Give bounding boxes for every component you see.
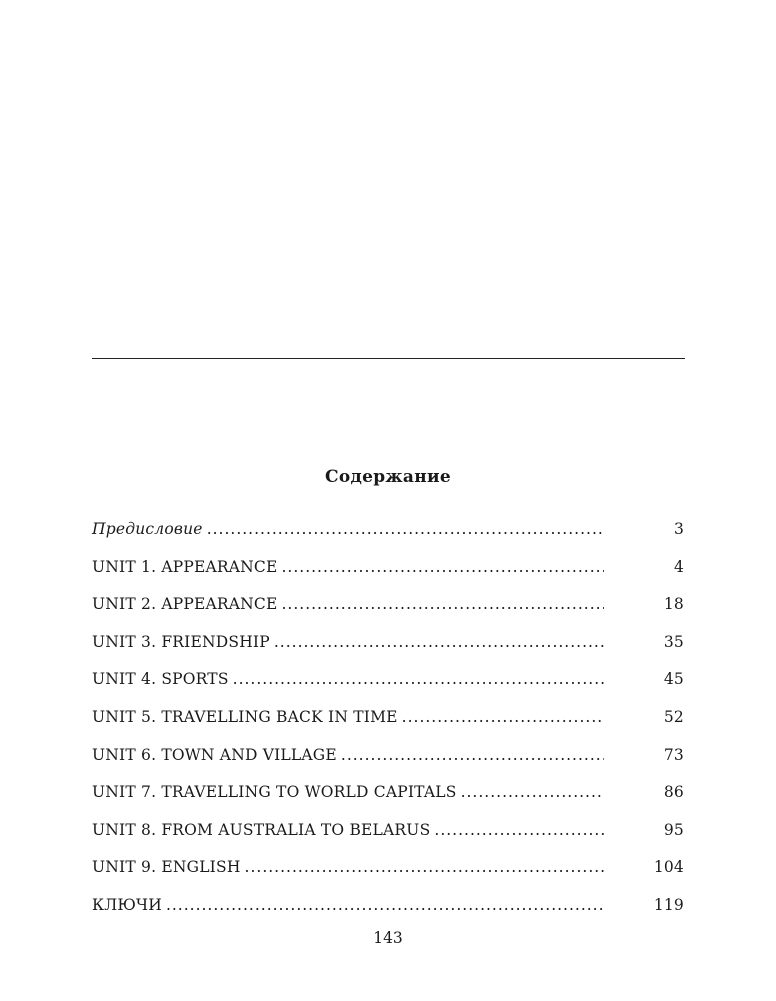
- toc-entry-label: UNIT 4. SPORTS: [92, 670, 229, 689]
- toc-entry-label: UNIT 7. TRAVELLING TO WORLD CAPITALS: [92, 783, 457, 802]
- toc-leader-dots: [461, 783, 604, 801]
- toc-entry-page: 18: [663, 595, 684, 614]
- toc-entry-label: Предисловие: [92, 520, 203, 538]
- toc-entry-label: UNIT 3. FRIENDSHIP: [92, 632, 270, 651]
- toc-leader-dots: [245, 858, 604, 876]
- toc-leader-dots: [282, 595, 605, 613]
- toc-entry[interactable]: [92, 633, 684, 671]
- toc-entry-page: 52: [663, 707, 684, 726]
- toc-entry-page: 104: [653, 858, 684, 877]
- toc-entry-label: UNIT 9. ENGLISH: [92, 858, 241, 877]
- toc-entry-page: 35: [663, 632, 684, 651]
- toc-entry-label: КЛЮЧИ: [92, 895, 162, 914]
- toc-leader-dots: [402, 708, 604, 726]
- toc-leader-dots: [233, 670, 604, 688]
- toc-entry-page: 3: [673, 520, 684, 538]
- toc-entry[interactable]: [92, 708, 684, 746]
- toc-entry[interactable]: [92, 821, 684, 859]
- toc-leader-dots: [166, 896, 604, 914]
- toc-entry-page: 86: [663, 783, 684, 802]
- toc-entry[interactable]: [92, 520, 684, 558]
- page-number: 143: [373, 929, 403, 947]
- toc-entry[interactable]: [92, 746, 684, 784]
- toc-entry[interactable]: [92, 595, 684, 633]
- toc-entry-label: UNIT 1. APPEARANCE: [92, 557, 278, 576]
- toc-entry-label: UNIT 6. TOWN AND VILLAGE: [92, 745, 337, 764]
- toc-entry-page: 45: [663, 670, 684, 689]
- toc-entry[interactable]: [92, 670, 684, 708]
- toc-entry-label: UNIT 2. APPEARANCE: [92, 595, 278, 614]
- toc-leader-dots: [207, 520, 604, 538]
- toc-entry-label: UNIT 5. TRAVELLING BACK IN TIME: [92, 707, 398, 726]
- toc-entry[interactable]: [92, 858, 684, 896]
- contents-title: Содержание: [325, 467, 451, 487]
- toc-leader-dots: [282, 558, 605, 576]
- toc-entry-page: 95: [663, 820, 684, 839]
- header-divider: [92, 358, 685, 359]
- toc-entry[interactable]: [92, 896, 684, 934]
- table-of-contents: [92, 520, 684, 934]
- toc-entry-page: 4: [673, 557, 684, 576]
- toc-leader-dots: [274, 633, 604, 651]
- toc-entry-page: 73: [663, 745, 684, 764]
- toc-entry[interactable]: [92, 558, 684, 596]
- toc-entry[interactable]: [92, 783, 684, 821]
- toc-leader-dots: [434, 821, 604, 839]
- toc-entry-label: UNIT 8. FROM AUSTRALIA TO BELARUS: [92, 820, 431, 839]
- toc-leader-dots: [341, 746, 604, 764]
- toc-entry-page: 119: [653, 895, 684, 914]
